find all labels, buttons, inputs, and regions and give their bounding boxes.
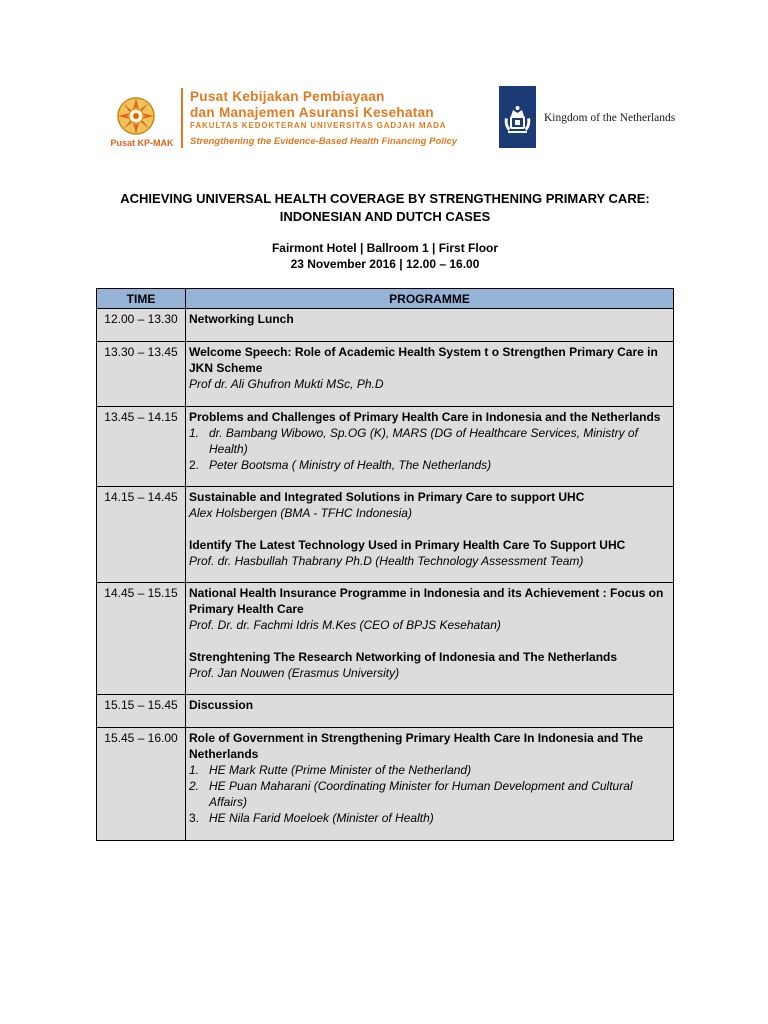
header-time: TIME	[97, 289, 186, 309]
session-speaker: Prof. Dr. dr. Fachmi Idris M.Kes (CEO of BPJS Kesehatan)	[189, 618, 501, 632]
ugm-logo-caption: Pusat KP-MAK	[110, 138, 174, 148]
table-row	[97, 728, 674, 841]
list-item: 1. HE Mark Rutte (Prime Minister of the Netherland)	[189, 763, 472, 777]
session-title: Strenghtening The Research Networking of Indonesia and The Netherlands	[189, 650, 618, 664]
row-time: 14.45 – 15.15	[97, 583, 186, 695]
table-header-row	[97, 289, 674, 309]
session-title: Sustainable and Integrated Solutions in Primary Care to support UHC	[189, 490, 585, 504]
document-header	[0, 0, 768, 160]
venue-location: Fairmont Hotel | Ballroom 1 | First Floor	[271, 241, 499, 255]
row-programme	[186, 728, 674, 841]
session-title: Role of Government in Strengthening Primary Health Care In Indonesia and The Netherlands	[189, 731, 644, 761]
programme-table	[96, 288, 674, 841]
venue-info	[96, 240, 674, 272]
row-time: 13.45 – 14.15	[97, 407, 186, 487]
speaker-list	[189, 425, 670, 473]
row-programme	[186, 407, 674, 487]
session-title: Discussion	[189, 698, 254, 712]
row-time: 14.15 – 14.45	[97, 487, 186, 583]
list-item: 2. Peter Bootsma ( Ministry of Health, The Netherlands)	[189, 458, 492, 472]
table-row	[97, 309, 674, 342]
session-title: Welcome Speech: Role of Academic Health System t o Strengthen Primary Care in JKN Scheme	[189, 345, 658, 375]
org-tagline: Strengthening the Evidence-Based Health Financing Policy	[190, 136, 458, 147]
list-item: 3. HE Nila Farid Moeloek (Minister of Health)	[189, 811, 434, 825]
document-title	[96, 190, 674, 226]
session-title: Networking Lunch	[189, 312, 294, 326]
netherlands-emblem-icon	[499, 86, 536, 148]
header-programme: PROGRAMME	[186, 289, 674, 309]
list-item: 1. dr. Bambang Wibowo, Sp.OG (K), MARS (DG of Healthcare Services, Ministry of Health)	[189, 426, 638, 456]
row-programme	[186, 583, 674, 695]
session-title: Problems and Challenges of Primary Health Care in Indonesia and the Netherlands	[189, 410, 661, 424]
session-speaker: Prof dr. Ali Ghufron Mukti MSc, Ph.D	[189, 377, 384, 391]
speaker-list	[189, 762, 670, 826]
table-row	[97, 342, 674, 407]
row-programme	[186, 309, 674, 342]
session-speaker: Prof. dr. Hasbullah Thabrany Ph.D (Health Technology Assessment Team)	[189, 554, 584, 568]
org-faculty: FAKULTAS KEDOKTERAN UNIVERSITAS GADJAH MADA	[190, 121, 447, 130]
session-title: Identify The Latest Technology Used in Primary Health Care To Support UHC	[189, 538, 626, 552]
row-time: 12.00 – 13.30	[97, 309, 186, 342]
org-name-line1: Pusat Kebijakan Pembiayaan	[190, 89, 385, 104]
org-name-line2: dan Manajemen Asuransi Kesehatan	[190, 105, 434, 120]
header-divider	[181, 88, 183, 148]
session-speaker: Prof. Jan Nouwen (Erasmus University)	[189, 666, 400, 680]
session-title: National Health Insurance Programme in Indonesia and its Achievement : Focus on Primary Health Care	[189, 586, 664, 616]
table-row	[97, 695, 674, 728]
netherlands-label: Kingdom of the Netherlands	[544, 112, 676, 124]
title-line-2: INDONESIAN AND DUTCH CASES	[279, 209, 491, 224]
table-row	[97, 407, 674, 487]
table-row	[97, 487, 674, 583]
row-programme	[186, 342, 674, 407]
row-programme	[186, 487, 674, 583]
venue-date: 23 November 2016 | 12.00 – 16.00	[290, 257, 480, 271]
row-time: 15.15 – 15.45	[97, 695, 186, 728]
table-row	[97, 583, 674, 695]
title-line-1: ACHIEVING UNIVERSAL HEALTH COVERAGE BY STRENGTHENING PRIMARY CARE:	[120, 191, 650, 206]
row-time: 13.30 – 13.45	[97, 342, 186, 407]
ugm-emblem-icon	[116, 96, 156, 136]
session-speaker: Alex Holsbergen (BMA - TFHC Indonesia)	[189, 506, 412, 520]
list-item: 2. HE Puan Maharani (Coordinating Minister for Human Development and Cultural Affairs)	[189, 779, 633, 809]
row-time: 15.45 – 16.00	[97, 728, 186, 841]
row-programme	[186, 695, 674, 728]
